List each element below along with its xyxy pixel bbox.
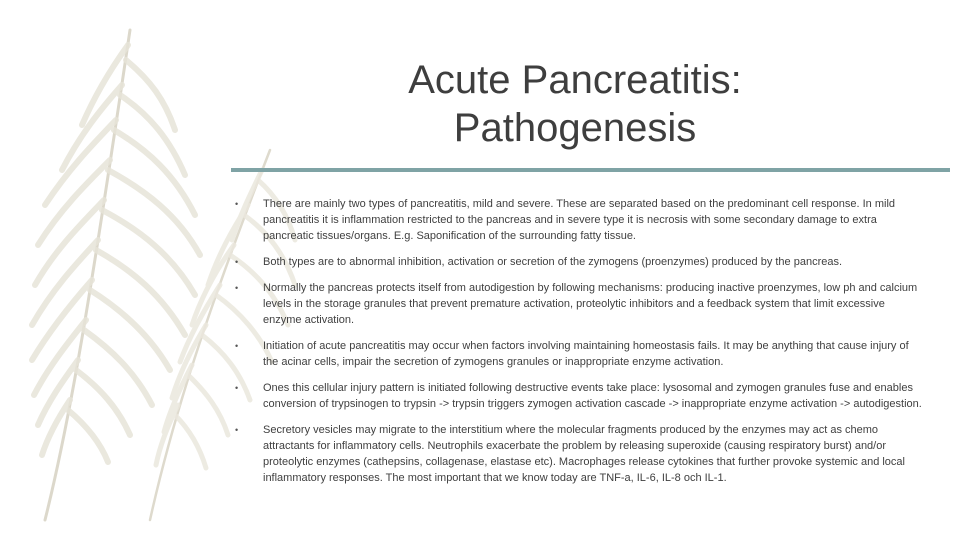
bullet-text: Both types are to abnormal inhibition, activation or secretion of the zymogens (proenzymes) produced by the pancreas. <box>263 256 843 268</box>
bullet-item <box>232 338 922 370</box>
bullet-marker: • <box>235 425 239 435</box>
bullet-item <box>232 196 922 244</box>
bullet-list <box>232 196 922 496</box>
bullet-item <box>232 380 922 412</box>
title-underline <box>231 168 950 172</box>
bullet-marker: • <box>235 383 239 393</box>
bullet-text: Secretory vesicles may migrate to the interstitium where the molecular fragments produced by the enzymes may act as chemo attractants for inflammatory cells. Neutrophils exacerbate the problem by releasing superoxide (causing respiratory burst) and/or proteolytic enzymes (cathepsins, collagenase, elastase etc). Macrophages release cytokines that further provoke systemic and local inflammatory responses. The most important that we know today are TNF-a, IL-6, IL-8 och IL-1. <box>263 424 905 484</box>
title-line-2: Pathogenesis <box>453 106 697 150</box>
bullet-text: Normally the pancreas protects itself from autodigestion by following mechanisms: producing inactive proenzymes, low ph and calcium levels in the storage granules that prevent premature activation, proteolytic inhibitors and a feedback system that limit excessive enzyme activation. <box>263 282 918 326</box>
bullet-marker: • <box>235 341 239 351</box>
bullet-text: Ones this cellular injury pattern is initiated following destructive events take place: lysosomal and zymogen granules fuse and enables conversion of trypsinogen to trypsin -> trypsin triggers zymogen activation cascade -> inappropriate enzyme activation -> autodigestion. <box>263 382 922 410</box>
bullet-text: There are mainly two types of pancreatitis, mild and severe. These are separated based on the predominant cell response. In mild pancreatitis it is inflammation restricted to the pancreas and in severe type it is necrosis with some secondary damage to extra pancreatic tissues/organs. E.g. Saponification of the surrounding fatty tissue. <box>263 198 896 242</box>
bullet-item <box>232 254 922 270</box>
title-line-1: Acute Pancreatitis: <box>408 58 742 102</box>
bullet-item <box>232 280 922 328</box>
bullet-marker: • <box>235 283 239 293</box>
page-title <box>360 56 790 152</box>
bullet-text: Initiation of acute pancreatitis may occur when factors involving maintaining homeostasis fails. It may be anything that cause injury of the acinar cells, impair the secretion of zymogens granules or inappropriate enzyme activation. <box>263 340 909 368</box>
bullet-marker: • <box>235 257 239 267</box>
bullet-marker: • <box>235 199 239 209</box>
bullet-item <box>232 422 922 486</box>
